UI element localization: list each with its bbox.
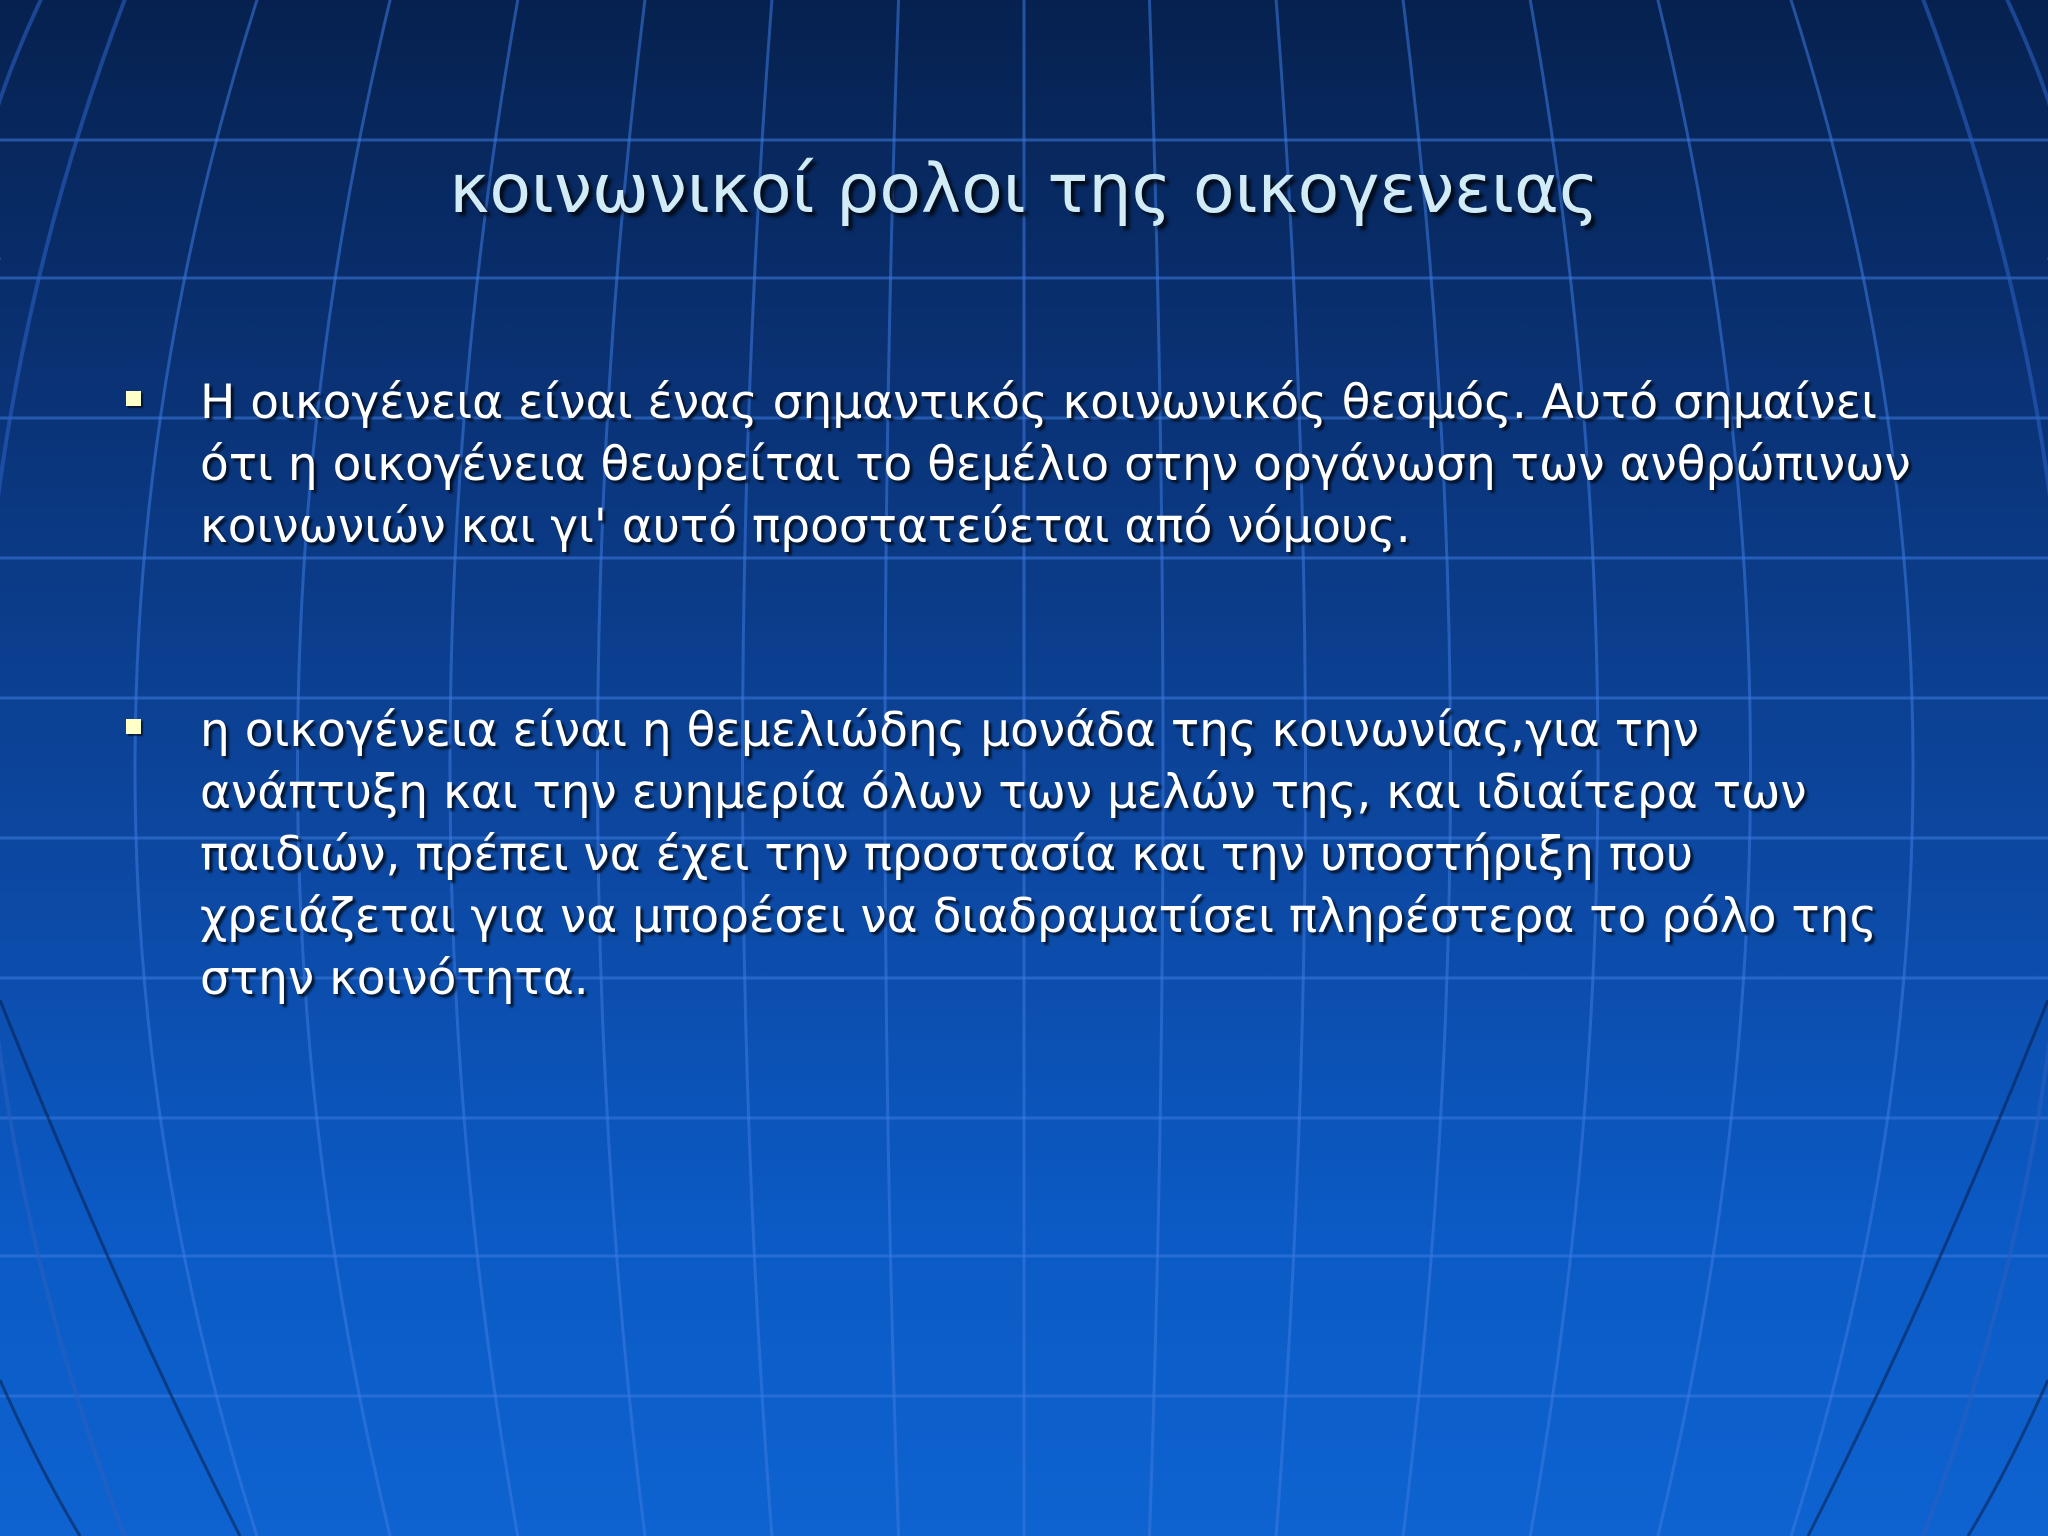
bullet-marker-icon	[126, 391, 141, 406]
bullet-item: Η οικογένεια είναι ένας σημαντικός κοινωνικός θεσμός. Αυτό σημαίνει ότι η οικογένεια θεωρείται το θεμέλιο στην οργάνωση των ανθρώπινων κοινωνιών και γι' αυτό προστατεύεται από νόμους.	[200, 375, 1911, 554]
bullet-item: η οικογένεια είναι η θεμελιώδης μονάδα της κοινωνίας,για την ανάπτυξη και την ευημερία όλων των μελών της, και ιδιαίτερα των παιδιών, πρέπει να έχει την προστασία και την υποστήριξη που χρειάζεται για να μπορέσει να διαδραματίσει πληρέστερα το ρόλο της στην κοινότητα.	[200, 703, 1878, 1006]
slide-title: κοινωνικοί ρολοι της οικογενειας	[449, 150, 1599, 229]
bullet-marker-icon	[126, 719, 141, 734]
